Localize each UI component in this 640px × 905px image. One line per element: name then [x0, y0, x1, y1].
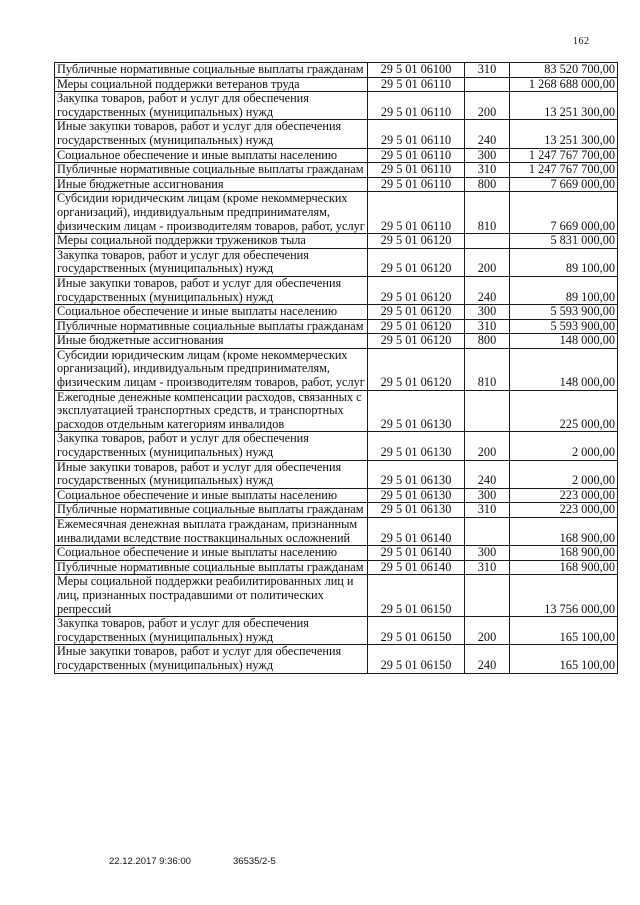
- table-row: [55, 460, 618, 488]
- row-code-cell: 29 5 01 06120: [368, 248, 465, 276]
- row-code-cell: 29 5 01 06120: [368, 276, 465, 304]
- row-expense-type-cell: 310: [465, 503, 510, 518]
- row-name-cell: Субсидии юридическим лицам (кроме некоммерческих организаций), индивидуальным предпринимателям, физическим лицам - производителям товаров, работ, услуг: [55, 192, 368, 234]
- table-row: [55, 645, 618, 673]
- row-name-cell: Иные закупки товаров, работ и услуг для обеспечения государственных (муниципальных) нужд: [55, 645, 368, 673]
- page-number: 162: [573, 36, 590, 47]
- row-code-cell: 29 5 01 06140: [368, 518, 465, 546]
- row-expense-type-cell: [465, 77, 510, 92]
- table-row: [55, 575, 618, 617]
- row-expense-type-cell: 310: [465, 319, 510, 334]
- row-expense-type-cell: 800: [465, 177, 510, 192]
- row-expense-type-cell: 200: [465, 248, 510, 276]
- table-row: [55, 192, 618, 234]
- table-row: [55, 617, 618, 645]
- row-expense-type-cell: [465, 575, 510, 617]
- row-name-cell: Публичные нормативные социальные выплаты гражданам: [55, 503, 368, 518]
- row-amount-cell: 89 100,00: [510, 248, 618, 276]
- row-expense-type-cell: 200: [465, 92, 510, 120]
- row-code-cell: 29 5 01 06110: [368, 120, 465, 148]
- row-code-cell: 29 5 01 06110: [368, 77, 465, 92]
- row-name-cell: Меры социальной поддержки ветеранов труда: [55, 77, 368, 92]
- row-code-cell: 29 5 01 06120: [368, 348, 465, 390]
- table-row: [55, 276, 618, 304]
- row-amount-cell: 1 247 767 700,00: [510, 163, 618, 178]
- row-expense-type-cell: 240: [465, 645, 510, 673]
- row-expense-type-cell: 240: [465, 460, 510, 488]
- row-expense-type-cell: 810: [465, 192, 510, 234]
- row-name-cell: Социальное обеспечение и иные выплаты населению: [55, 148, 368, 163]
- table-row: [55, 319, 618, 334]
- row-expense-type-cell: 300: [465, 488, 510, 503]
- table-row: [55, 92, 618, 120]
- budget-table: [54, 62, 618, 674]
- row-code-cell: 29 5 01 06140: [368, 546, 465, 561]
- table-row: [55, 305, 618, 320]
- row-code-cell: 29 5 01 06110: [368, 163, 465, 178]
- row-amount-cell: 13 251 300,00: [510, 92, 618, 120]
- row-amount-cell: 2 000,00: [510, 432, 618, 460]
- row-code-cell: 29 5 01 06140: [368, 560, 465, 575]
- row-code-cell: 29 5 01 06110: [368, 177, 465, 192]
- row-code-cell: 29 5 01 06120: [368, 234, 465, 249]
- row-name-cell: Иные бюджетные ассигнования: [55, 177, 368, 192]
- table-row: [55, 348, 618, 390]
- row-amount-cell: 5 831 000,00: [510, 234, 618, 249]
- row-name-cell: Публичные нормативные социальные выплаты гражданам: [55, 560, 368, 575]
- row-amount-cell: 5 593 900,00: [510, 305, 618, 320]
- table-row: [55, 518, 618, 546]
- table-row: [55, 77, 618, 92]
- row-amount-cell: 89 100,00: [510, 276, 618, 304]
- row-name-cell: Закупка товаров, работ и услуг для обеспечения государственных (муниципальных) нужд: [55, 432, 368, 460]
- row-name-cell: Иные закупки товаров, работ и услуг для обеспечения государственных (муниципальных) нужд: [55, 460, 368, 488]
- row-name-cell: Публичные нормативные социальные выплаты гражданам: [55, 63, 368, 78]
- row-name-cell: Публичные нормативные социальные выплаты гражданам: [55, 163, 368, 178]
- row-code-cell: 29 5 01 06100: [368, 63, 465, 78]
- table-row: [55, 148, 618, 163]
- row-name-cell: Иные закупки товаров, работ и услуг для обеспечения государственных (муниципальных) нужд: [55, 276, 368, 304]
- table-row: [55, 503, 618, 518]
- row-amount-cell: 83 520 700,00: [510, 63, 618, 78]
- row-amount-cell: 7 669 000,00: [510, 177, 618, 192]
- row-amount-cell: 13 756 000,00: [510, 575, 618, 617]
- row-code-cell: 29 5 01 06110: [368, 192, 465, 234]
- row-name-cell: Закупка товаров, работ и услуг для обеспечения государственных (муниципальных) нужд: [55, 617, 368, 645]
- row-code-cell: 29 5 01 06120: [368, 319, 465, 334]
- table-row: [55, 390, 618, 432]
- row-expense-type-cell: 310: [465, 63, 510, 78]
- table-row: [55, 163, 618, 178]
- row-expense-type-cell: 300: [465, 148, 510, 163]
- row-code-cell: 29 5 01 06120: [368, 334, 465, 349]
- table-row: [55, 120, 618, 148]
- row-expense-type-cell: 200: [465, 617, 510, 645]
- row-amount-cell: 165 100,00: [510, 645, 618, 673]
- row-code-cell: 29 5 01 06150: [368, 617, 465, 645]
- row-expense-type-cell: [465, 518, 510, 546]
- table-row: [55, 334, 618, 349]
- row-name-cell: Ежемесячная денежная выплата гражданам, признанным инвалидами вследствие поствакцинальных осложнений: [55, 518, 368, 546]
- row-code-cell: 29 5 01 06130: [368, 488, 465, 503]
- row-name-cell: Закупка товаров, работ и услуг для обеспечения государственных (муниципальных) нужд: [55, 92, 368, 120]
- row-amount-cell: 13 251 300,00: [510, 120, 618, 148]
- row-name-cell: Иные закупки товаров, работ и услуг для обеспечения государственных (муниципальных) нужд: [55, 120, 368, 148]
- row-name-cell: Закупка товаров, работ и услуг для обеспечения государственных (муниципальных) нужд: [55, 248, 368, 276]
- table-row: [55, 488, 618, 503]
- row-name-cell: Ежегодные денежные компенсации расходов, связанных с эксплуатацией транспортных средств, и транспортных расходов отдельным категориям инвалидов: [55, 390, 368, 432]
- table-row: [55, 248, 618, 276]
- table-row: [55, 63, 618, 78]
- row-expense-type-cell: 800: [465, 334, 510, 349]
- row-code-cell: 29 5 01 06130: [368, 432, 465, 460]
- row-amount-cell: 168 900,00: [510, 518, 618, 546]
- row-expense-type-cell: [465, 234, 510, 249]
- row-amount-cell: 148 000,00: [510, 348, 618, 390]
- table-row: [55, 234, 618, 249]
- row-expense-type-cell: 300: [465, 305, 510, 320]
- row-code-cell: 29 5 01 06110: [368, 92, 465, 120]
- row-code-cell: 29 5 01 06130: [368, 460, 465, 488]
- row-amount-cell: 225 000,00: [510, 390, 618, 432]
- row-expense-type-cell: 240: [465, 120, 510, 148]
- row-amount-cell: 165 100,00: [510, 617, 618, 645]
- row-name-cell: Социальное обеспечение и иные выплаты населению: [55, 546, 368, 561]
- row-name-cell: Социальное обеспечение и иные выплаты населению: [55, 488, 368, 503]
- row-expense-type-cell: 310: [465, 163, 510, 178]
- row-amount-cell: 1 268 688 000,00: [510, 77, 618, 92]
- row-expense-type-cell: 240: [465, 276, 510, 304]
- row-expense-type-cell: [465, 390, 510, 432]
- row-amount-cell: 7 669 000,00: [510, 192, 618, 234]
- row-amount-cell: 223 000,00: [510, 503, 618, 518]
- row-name-cell: Меры социальной поддержки тружеников тыла: [55, 234, 368, 249]
- row-amount-cell: 5 593 900,00: [510, 319, 618, 334]
- row-code-cell: 29 5 01 06150: [368, 575, 465, 617]
- table-row: [55, 546, 618, 561]
- row-name-cell: Публичные нормативные социальные выплаты гражданам: [55, 319, 368, 334]
- footer-date: 22.12.2017 9:36:00: [109, 856, 191, 867]
- row-expense-type-cell: 310: [465, 560, 510, 575]
- row-amount-cell: 1 247 767 700,00: [510, 148, 618, 163]
- row-code-cell: 29 5 01 06150: [368, 645, 465, 673]
- footer-doc-code: 36535/2-5: [233, 856, 276, 867]
- table-row: [55, 432, 618, 460]
- row-amount-cell: 168 900,00: [510, 546, 618, 561]
- row-code-cell: 29 5 01 06120: [368, 305, 465, 320]
- row-expense-type-cell: 300: [465, 546, 510, 561]
- row-amount-cell: 168 900,00: [510, 560, 618, 575]
- row-name-cell: Субсидии юридическим лицам (кроме некоммерческих организаций), индивидуальным предпринимателям, физическим лицам - производителям товаров, работ, услуг: [55, 348, 368, 390]
- row-name-cell: Меры социальной поддержки реабилитированных лиц и лиц, признанных пострадавшими от политических репрессий: [55, 575, 368, 617]
- row-code-cell: 29 5 01 06130: [368, 390, 465, 432]
- row-amount-cell: 148 000,00: [510, 334, 618, 349]
- row-amount-cell: 223 000,00: [510, 488, 618, 503]
- table-row: [55, 560, 618, 575]
- row-expense-type-cell: 810: [465, 348, 510, 390]
- row-amount-cell: 2 000,00: [510, 460, 618, 488]
- table-row: [55, 177, 618, 192]
- budget-table-body: [55, 63, 618, 674]
- row-name-cell: Социальное обеспечение и иные выплаты населению: [55, 305, 368, 320]
- row-name-cell: Иные бюджетные ассигнования: [55, 334, 368, 349]
- row-expense-type-cell: 200: [465, 432, 510, 460]
- row-code-cell: 29 5 01 06110: [368, 148, 465, 163]
- row-code-cell: 29 5 01 06130: [368, 503, 465, 518]
